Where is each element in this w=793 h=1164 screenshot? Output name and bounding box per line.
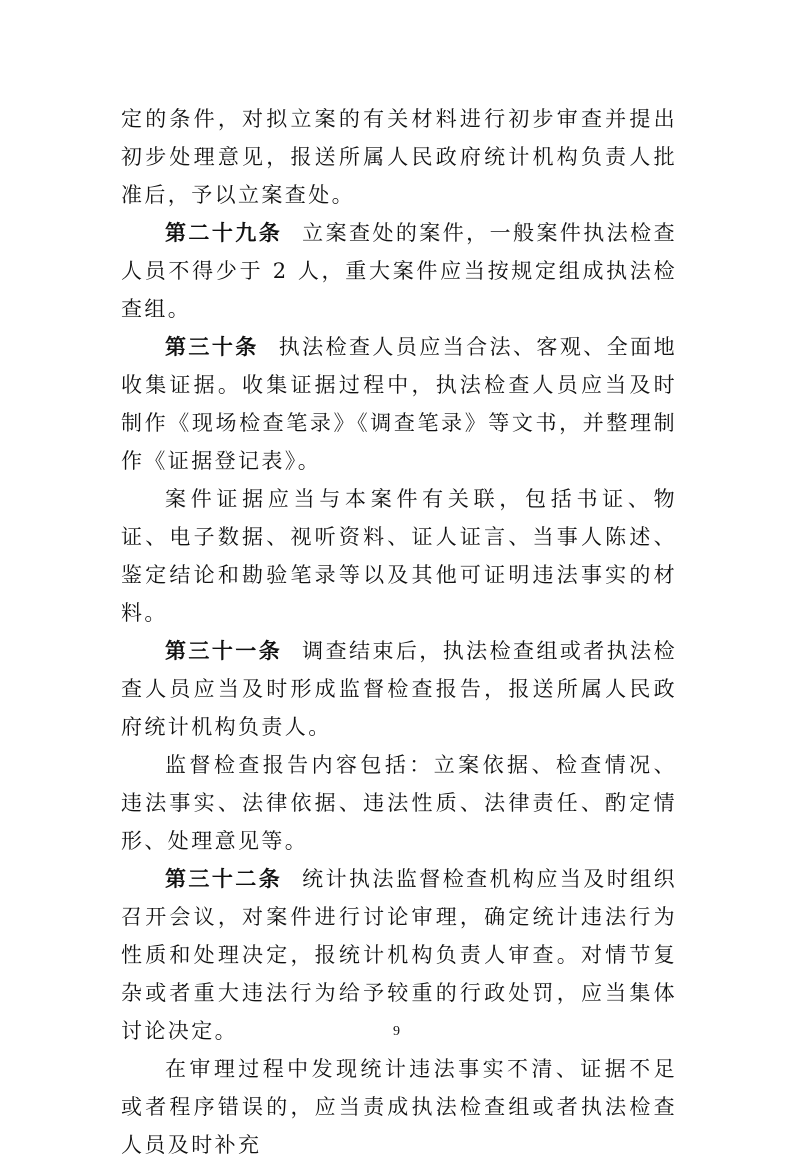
article-heading: 第二十九条 (165, 220, 283, 245)
paragraph-text: 立案查处的案件，一般案件执法检查人员不得少于 2 人，重大案件应当按规定组成执法检查组。 (121, 221, 678, 321)
page-number: 9 (393, 1024, 400, 1039)
article-heading: 第三十二条 (165, 866, 283, 891)
paragraph-article-29 (121, 214, 677, 328)
paragraph-text: 调查结束后，执法检查组或者执法检查人员应当及时形成监督检查报告，报送所属人民政府统计机构负责人。 (121, 639, 678, 739)
article-heading: 第三十条 (165, 334, 259, 359)
paragraph-evidence (121, 480, 677, 632)
paragraph-continuation (121, 100, 677, 214)
article-heading: 第三十一条 (165, 638, 283, 663)
paragraph-review-process (121, 1050, 677, 1164)
paragraph-report-contents (121, 746, 677, 860)
paragraph-text: 监督检查报告内容包括：立案依据、检查情况、违法事实、法律依据、违法性质、法律责任、酌定情形、处理意见等。 (121, 753, 677, 853)
paragraph-article-31 (121, 632, 677, 746)
document-body (121, 100, 677, 1164)
paragraph-text: 定的条件，对拟立案的有关材料进行初步审查并提出初步处理意见，报送所属人民政府统计机构负责人批准后，予以立案查处。 (121, 107, 677, 207)
paragraph-article-30 (121, 328, 677, 480)
paragraph-text: 执法检查人员应当合法、客观、全面地收集证据。收集证据过程中，执法检查人员应当及时制作《现场检查笔录》《调查笔录》等文书，并整理制作《证据登记表》。 (121, 335, 677, 473)
paragraph-article-32 (121, 860, 677, 1050)
paragraph-text: 在审理过程中发现统计违法事实不清、证据不足或者程序错误的，应当责成执法检查组或者执法检查人员及时补充 (121, 1057, 677, 1157)
paragraph-text: 案件证据应当与本案件有关联，包括书证、物证、电子数据、视听资料、证人证言、当事人陈述、鉴定结论和勘验笔录等以及其他可证明违法事实的材料。 (121, 487, 677, 625)
paragraph-text: 统计执法监督检查机构应当及时组织召开会议，对案件进行讨论审理，确定统计违法行为性质和处理决定，报统计机构负责人审查。对情节复杂或者重大违法行为给予较重的行政处罚，应当集体讨论决定。 (121, 867, 678, 1043)
